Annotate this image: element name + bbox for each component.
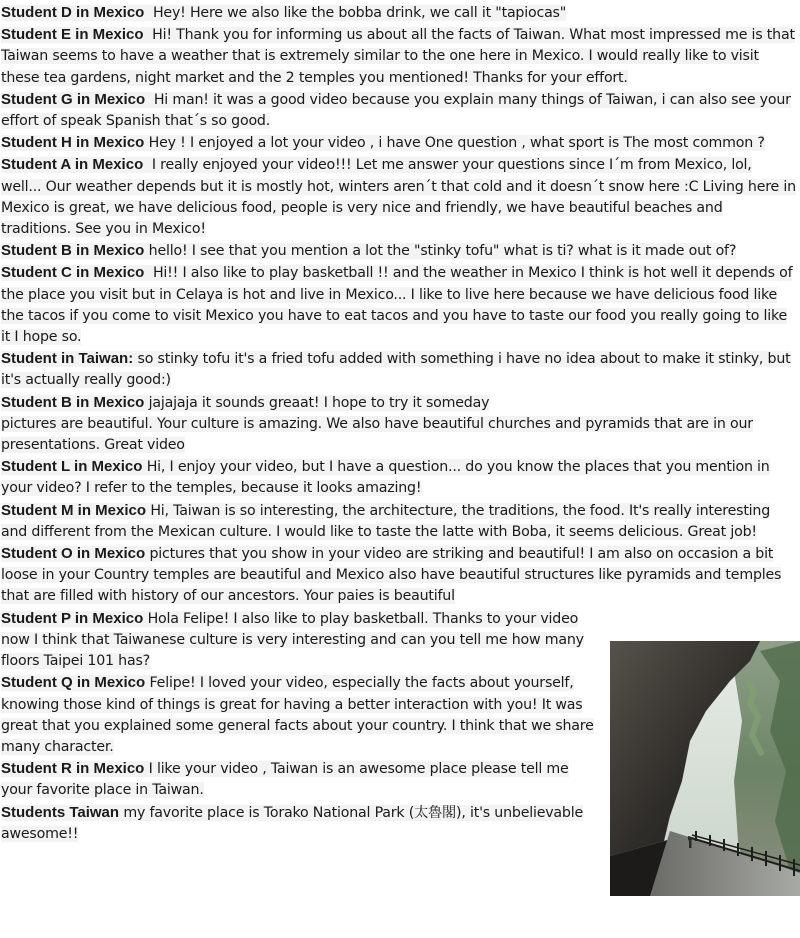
comment-author: Student Q in Mexico <box>1 674 146 692</box>
comment <box>0 89 800 132</box>
comment-author: Student H in Mexico <box>1 134 145 152</box>
comment-text: pictures are beautiful. Your culture is amazing. We also have beautiful churches and pyramids that are in our presentations. Great video <box>1 415 753 454</box>
comment-text: I like your video , Taiwan is an awesome place please tell me your favorite place in Taiwan. <box>1 761 569 799</box>
comment-author: Student M in Mexico <box>1 501 147 519</box>
comment-text: Hi man! it was a good video because you explain many things of Taiwan, i can also see your effort of speak Spanish that´s so good. <box>1 91 791 130</box>
comment-author: Student O in Mexico <box>1 545 146 563</box>
comment <box>0 348 800 391</box>
comment-text: Felipe! I loved your video, especially the facts about yourself, knowing those kind of things is great for having a better interaction with you! It was great that you explained some general facts about your country. I think that we share many character. <box>1 675 594 755</box>
comment-text: Hi, Taiwan is so interesting, the architecture, the traditions, the food. It's really interesting and different from the Mexican culture. I would like to taste the latte with Boba, it seems delicious. Great job! <box>1 502 771 540</box>
comment-text: Hi! Thank you for informing us about all the facts of Taiwan. What most impressed me is that Taiwan seems to have a weather that is extremely similar to the one here in Mexico. I would really like to visit these tea gardens, night market and the 2 temples you mentioned! Thanks for your effort. <box>1 27 795 86</box>
comment-text: jajajaja it sounds greaat! I hope to try it someday <box>148 394 490 411</box>
comment-text: Hey! Here we also like the bobba drink, we call it "tapiocas" <box>152 5 567 21</box>
comment <box>0 456 800 499</box>
comment-text: Hi, I enjoy your video, but I have a question... do you know the places that you mention in your video? I refer to the temples, because it looks amazing! <box>1 459 770 497</box>
comment-author: Student B in Mexico <box>1 242 145 260</box>
comment-author: Student E in Mexico <box>1 26 144 44</box>
comment-author: Student L in Mexico <box>1 458 143 476</box>
comment-author: Student A in Mexico <box>1 156 144 174</box>
comment <box>0 414 800 456</box>
comment-author: Student G in Mexico <box>1 90 146 108</box>
comment <box>0 240 800 262</box>
comment-text: Hey ! I enjoyed a lot your video , i have One question , what sport is The most common ? <box>148 135 765 152</box>
comment <box>0 500 800 543</box>
comment-author: Students Taiwan <box>1 803 120 821</box>
comment-author: Student B in Mexico <box>1 393 145 411</box>
comment <box>0 24 800 89</box>
comment <box>0 392 800 414</box>
comment-text: my favorite place is Torako National Park (太魯閣), it's unbelievable awesome!! <box>1 804 583 842</box>
comment <box>0 2 800 24</box>
comment-author: Student D in Mexico <box>1 4 145 21</box>
comment-text: Hi!! I also like to play basketball !! and the weather in Mexico I think is hot well it depends of the place you visit but in Celaya is hot and live in Mexico... I like to live here because we have delicious food like the tacos if you come to visit Mexico you have to eat tacos and you have to taste our food you really going to like it I hope so. <box>1 265 793 346</box>
comment-author: Student C in Mexico <box>1 264 145 282</box>
gorge-photo <box>610 641 800 896</box>
comment <box>0 132 800 154</box>
comment <box>0 543 800 608</box>
comment <box>0 262 800 348</box>
comment <box>0 154 800 240</box>
comment-text: I really enjoyed your video!!! Let me answer your questions since I´m from Mexico, lol, well... Our weather depends but it is mostly hot, winters aren´t that cold and it doesn´t snow here :C Living here in Mexico is great, we have delicious food, people is very nice and friendly, we have beautiful beaches and traditions. See you in Mexico! <box>1 157 796 238</box>
comment-author: Student P in Mexico <box>1 609 144 627</box>
comment-author: Student R in Mexico <box>1 760 145 778</box>
comment-text: hello! I see that you mention a lot the "stinky tofu" what is ti? what is it made out of? <box>148 243 737 260</box>
comment-author: Student in Taiwan: <box>1 350 134 368</box>
comment-text: pictures that you show in your video are striking and beautiful! I am also on occasion a bit loose in your Country temples are beautiful and Mexico also have beautiful structures like pyramids and temples that are filled with history of our ancestors. Your paies is beautiful <box>1 546 782 605</box>
comment-text: so stinky tofu it's a fried tofu added with something i have no idea about to make it stinky, but it's actually really good:) <box>1 351 791 389</box>
comment-text: Hola Felipe! I also like to play basketball. Thanks to your video now I think that Taiwanese culture is very interesting and can you tell me how many floors Taipei 101 has? <box>1 610 584 670</box>
